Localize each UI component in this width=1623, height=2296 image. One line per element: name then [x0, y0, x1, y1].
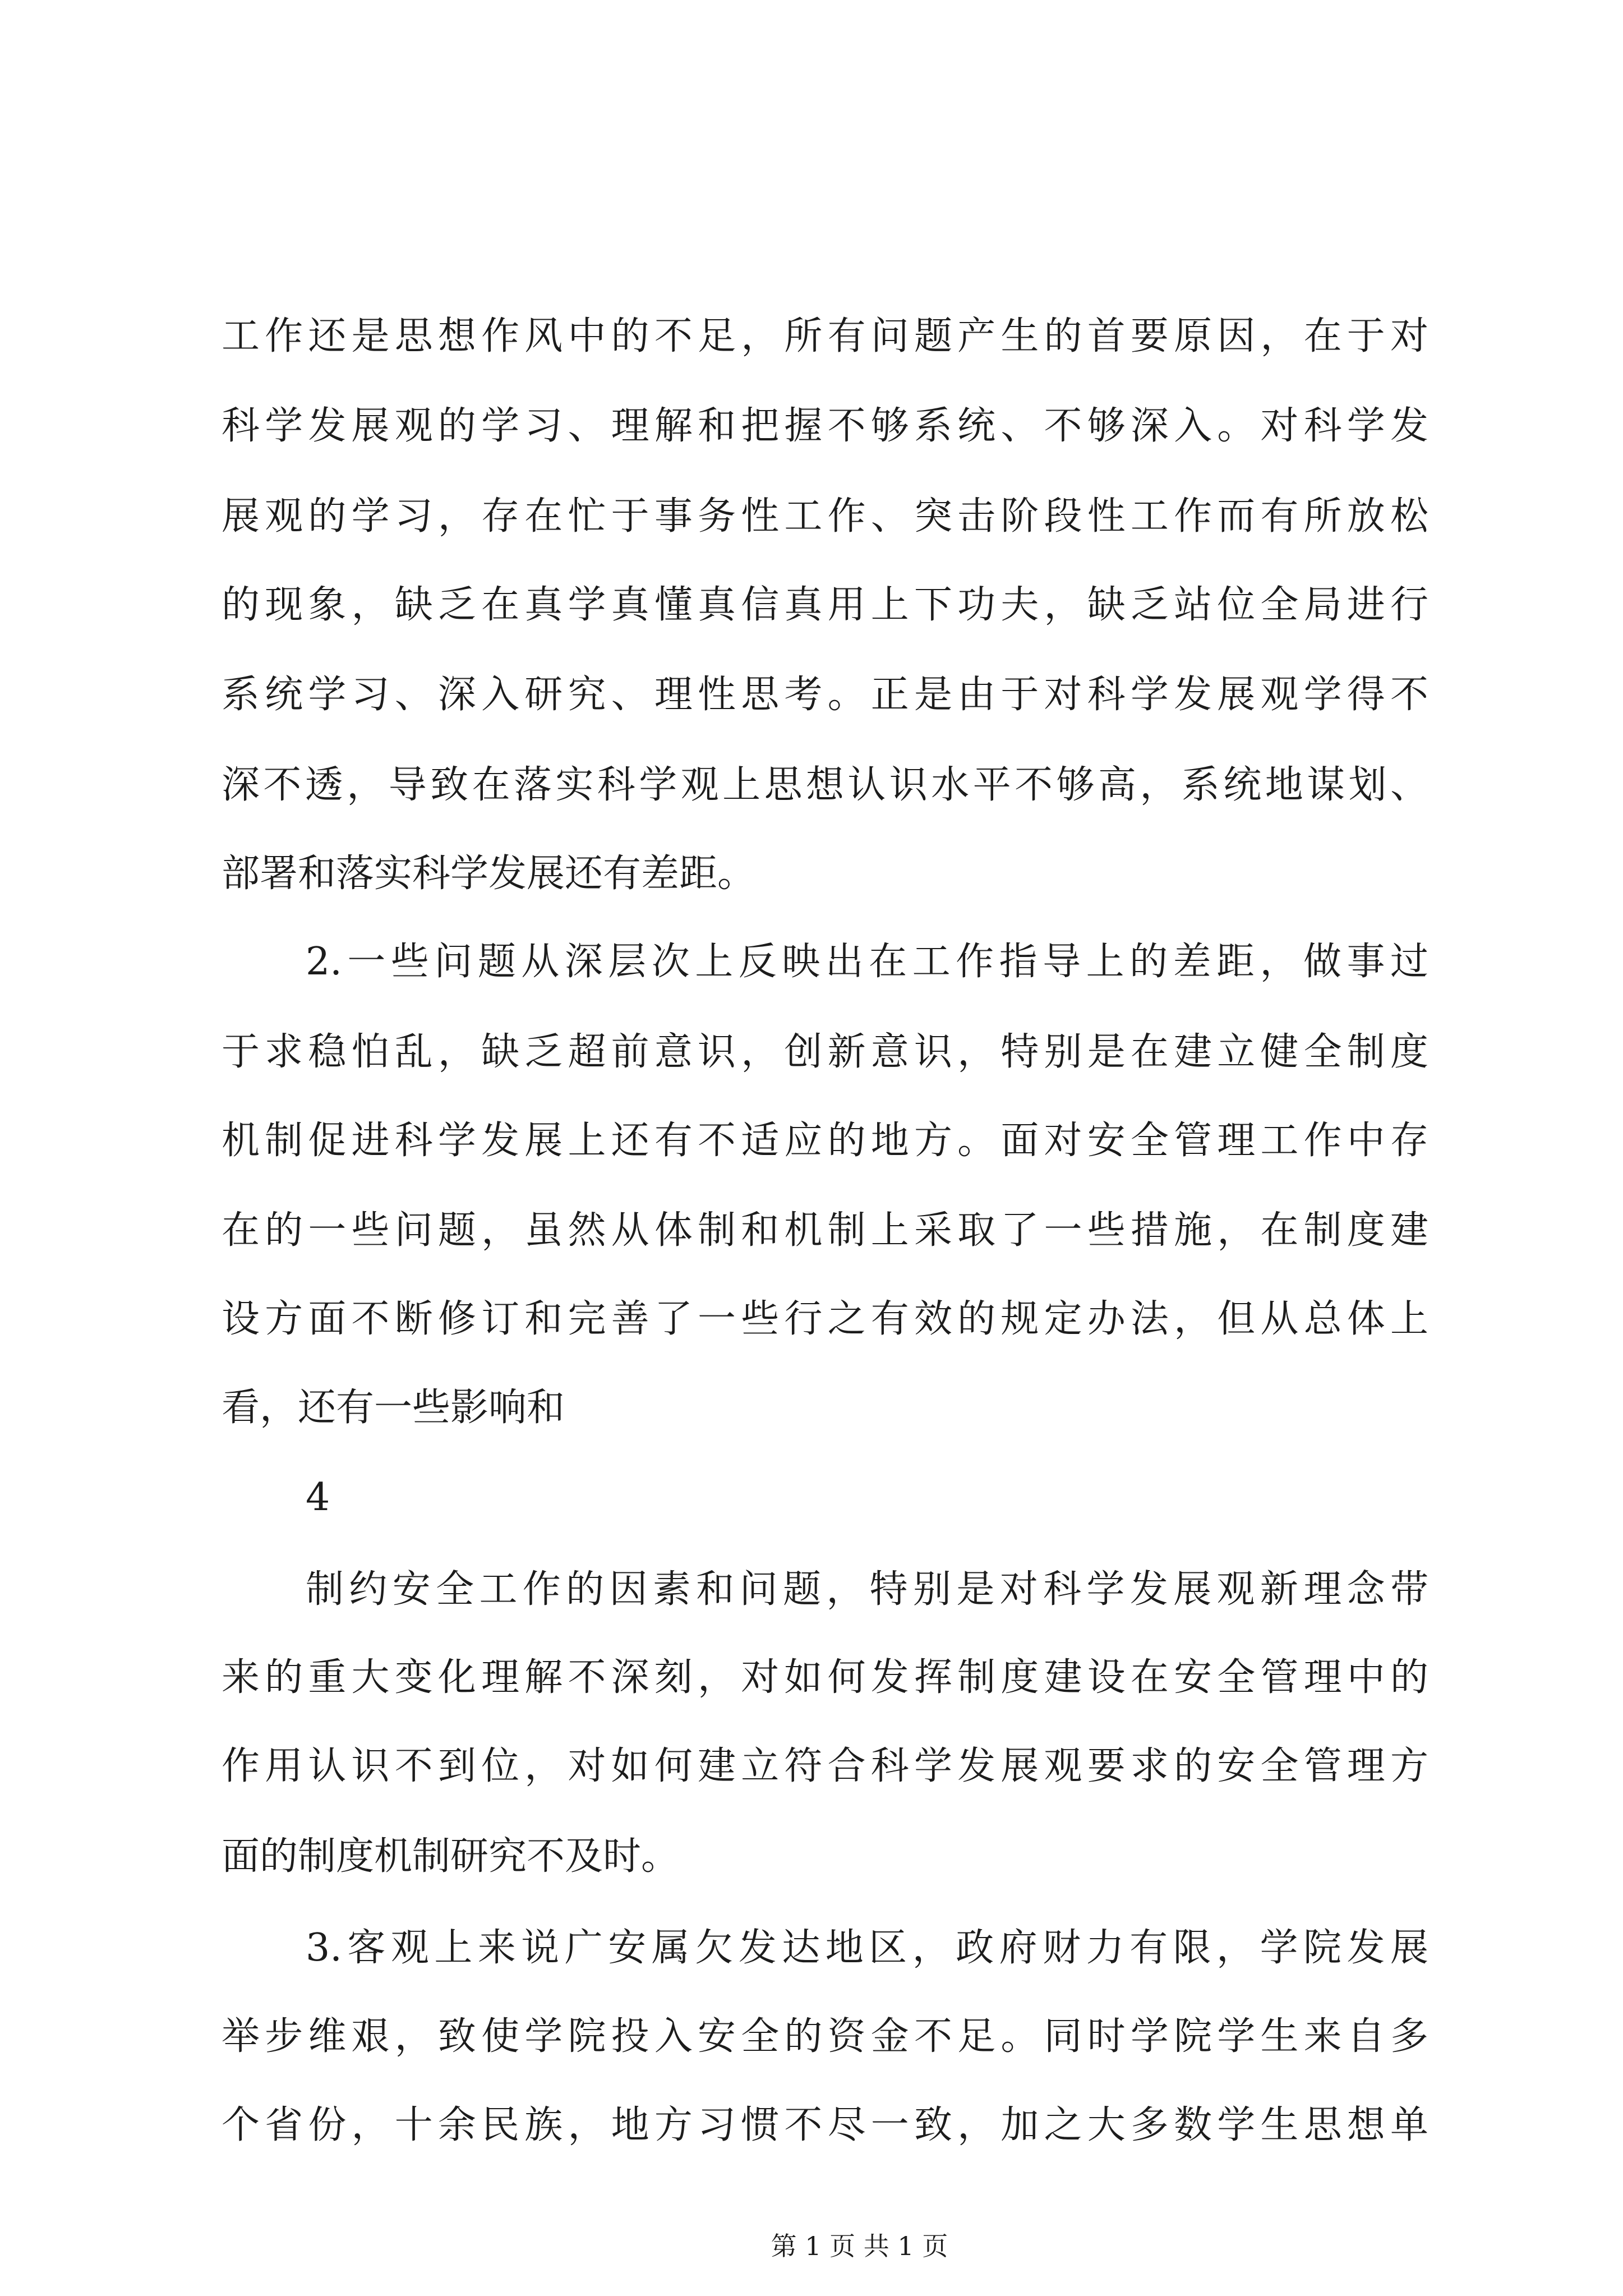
text-line: 的现象，缺乏在真学真懂真信真用上下功夫，缺乏站位全局进行: [222, 583, 1428, 627]
inline-page-number: 4: [306, 1475, 330, 1520]
page-footer: 第 1 页 共 1 页: [771, 2231, 948, 2261]
text-line: 部署和落实科学发展还有差距。: [222, 852, 756, 896]
text-line: 在的一些问题，虽然从体制和机制上采取了一些措施，在制度建: [222, 1208, 1428, 1253]
text-line: 科学发展观的学习、理解和把握不够系统、不够深入。对科学发: [222, 404, 1428, 448]
text-line: 看，还有一些影响和: [222, 1386, 565, 1430]
text-line: 面的制度机制研究不及时。: [222, 1834, 680, 1879]
text-line: 工作还是思想作风中的不足，所有问题产生的首要原因，在于对: [222, 314, 1428, 358]
text-line: 设方面不断修订和完善了一些行之有效的规定办法，但从总体上: [222, 1297, 1428, 1341]
paragraph-start-line: 2.一些问题从深层次上反映出在工作指导上的差距，做事过: [306, 940, 1428, 984]
text-line: 系统学习、深入研究、理性思考。正是由于对科学发展观学得不: [222, 673, 1428, 717]
paragraph-start-line: 制约安全工作的因素和问题，特别是对科学发展观新理念带: [306, 1567, 1428, 1612]
text-line: 个省份，十余民族，地方习惯不尽一致，加之大多数学生思想单: [222, 2103, 1428, 2147]
text-line: 深不透，导致在落实科学观上思想认识水平不够高，系统地谋划、: [222, 763, 1428, 807]
text-line: 于求稳怕乱，缺乏超前意识，创新意识，特别是在建立健全制度: [222, 1030, 1428, 1074]
text-line: 展观的学习，存在忙于事务性工作、突击阶段性工作而有所放松: [222, 494, 1428, 539]
paragraph-start-line: 3.客观上来说广安属欠发达地区，政府财力有限，学院发展: [306, 1926, 1428, 1970]
text-line: 机制促进科学发展上还有不适应的地方。面对安全管理工作中存: [222, 1119, 1428, 1163]
text-line: 举步维艰，致使学院投入安全的资金不足。同时学院学生来自多: [222, 2014, 1428, 2059]
text-line: 作用认识不到位，对如何建立符合科学发展观要求的安全管理方: [222, 1744, 1428, 1788]
text-line: 来的重大变化理解不深刻，对如何发挥制度建设在安全管理中的: [222, 1655, 1428, 1700]
